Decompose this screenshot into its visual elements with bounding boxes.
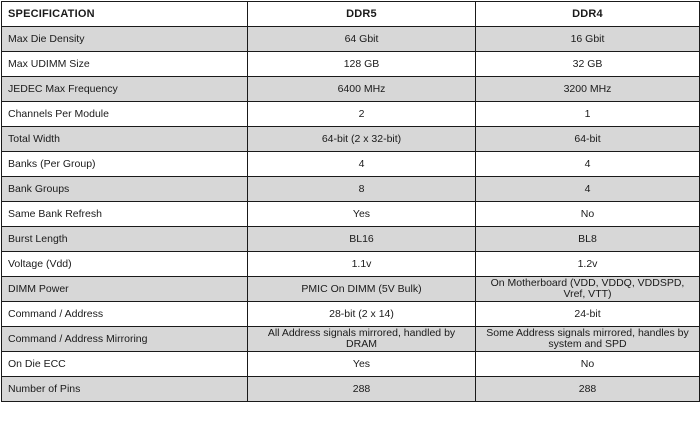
table-row [2,77,700,102]
table-row [2,127,700,152]
ddr5-cell: Yes [248,202,476,227]
ddr5-cell: 6400 MHz [248,77,476,102]
ddr4-cell: 64-bit [476,127,700,152]
ddr4-cell: BL8 [476,227,700,252]
spec-cell: Burst Length [2,227,248,252]
ddr5-cell: 2 [248,102,476,127]
spec-cell: Max Die Density [2,27,248,52]
spec-cell: Channels Per Module [2,102,248,127]
table-row [2,377,700,402]
spec-cell: Bank Groups [2,177,248,202]
table-row [2,352,700,377]
ddr4-cell: On Motherboard (VDD, VDDQ, VDDSPD, Vref, VTT) [476,277,700,302]
spec-cell: Max UDIMM Size [2,52,248,77]
spec-cell: Total Width [2,127,248,152]
spec-cell: Number of Pins [2,377,248,402]
ddr5-cell: 64-bit (2 x 32-bit) [248,127,476,152]
header-row [2,2,700,27]
ddr5-cell: 1.1v [248,252,476,277]
ddr4-cell: 16 Gbit [476,27,700,52]
table-row [2,302,700,327]
table-row [2,327,700,352]
header-specification: SPECIFICATION [2,2,248,27]
spec-cell: Same Bank Refresh [2,202,248,227]
ddr4-cell: 1 [476,102,700,127]
ddr4-cell: 288 [476,377,700,402]
ddr5-cell: BL16 [248,227,476,252]
ddr5-cell: Yes [248,352,476,377]
header-ddr4: DDR4 [476,2,700,27]
spec-cell: Command / Address Mirroring [2,327,248,352]
spec-cell: JEDEC Max Frequency [2,77,248,102]
spec-cell: Command / Address [2,302,248,327]
spec-cell: DIMM Power [2,277,248,302]
ddr4-cell: 24-bit [476,302,700,327]
table-row [2,27,700,52]
table-row [2,152,700,177]
table-row [2,52,700,77]
ddr5-cell: 128 GB [248,52,476,77]
ddr4-cell: 4 [476,152,700,177]
ddr5-cell: All Address signals mirrored, handled by DRAM [248,327,476,352]
ddr5-cell: 64 Gbit [248,27,476,52]
table-row [2,177,700,202]
ddr4-cell: 4 [476,177,700,202]
ddr5-cell: 288 [248,377,476,402]
ddr5-cell: PMIC On DIMM (5V Bulk) [248,277,476,302]
table-row [2,277,700,302]
header-ddr5: DDR5 [248,2,476,27]
ddr5-cell: 28-bit (2 x 14) [248,302,476,327]
ddr5-cell: 4 [248,152,476,177]
ddr4-cell: No [476,202,700,227]
spec-cell: Voltage (Vdd) [2,252,248,277]
table-row [2,102,700,127]
spec-cell: Banks (Per Group) [2,152,248,177]
ddr5-cell: 8 [248,177,476,202]
ddr4-cell: No [476,352,700,377]
table-row [2,252,700,277]
ddr4-cell: Some Address signals mirrored, handles by system and SPD [476,327,700,352]
table-body [2,27,700,402]
ddr4-cell: 32 GB [476,52,700,77]
ddr4-cell: 3200 MHz [476,77,700,102]
table-row [2,202,700,227]
ddr4-cell: 1.2v [476,252,700,277]
spec-cell: On Die ECC [2,352,248,377]
table-row [2,227,700,252]
spec-comparison-table [1,1,700,402]
